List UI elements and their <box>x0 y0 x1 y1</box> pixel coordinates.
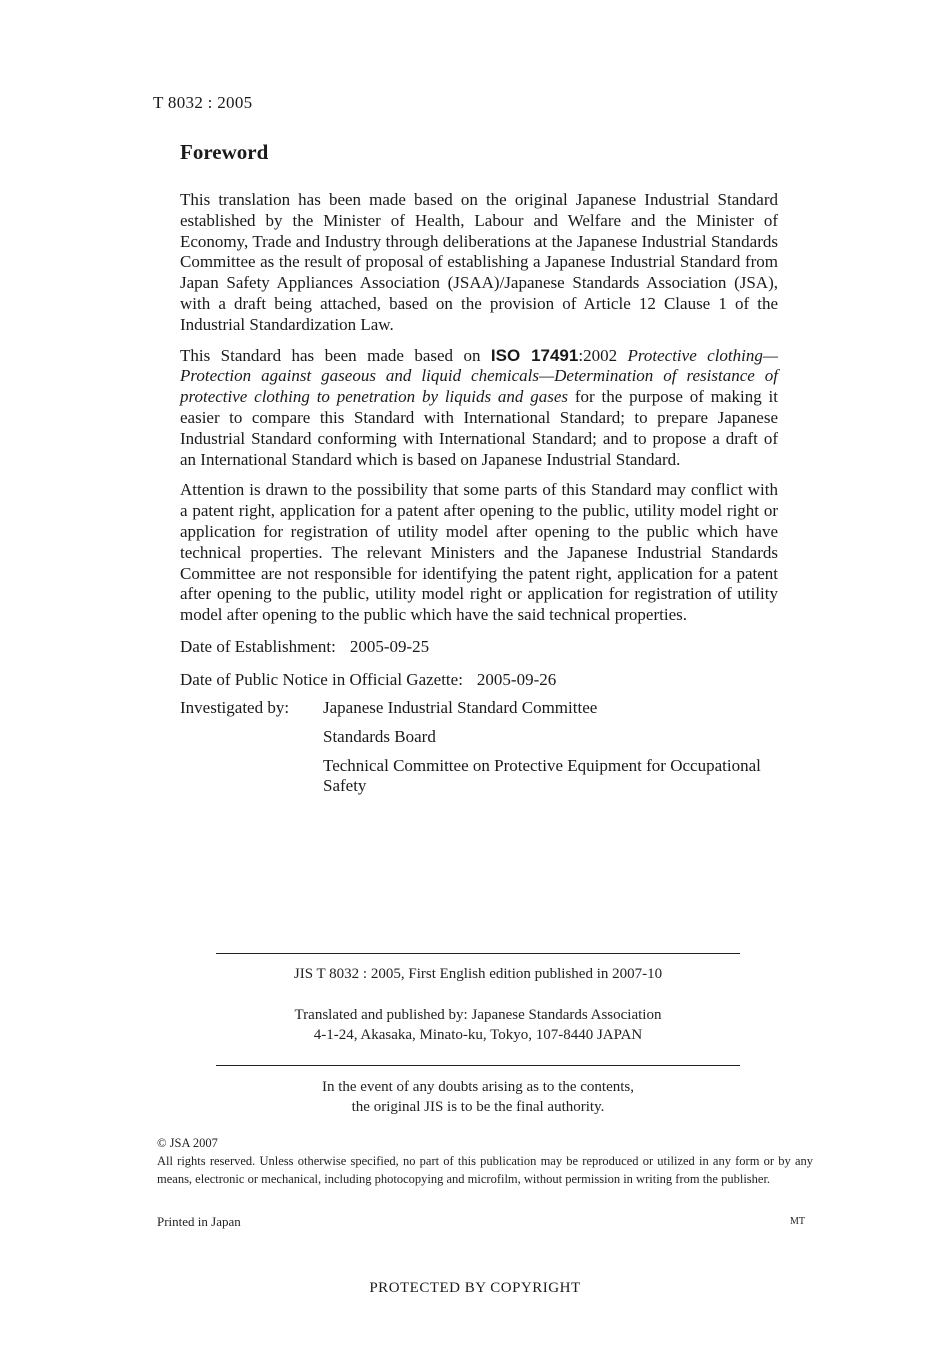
notice-date: 2005-09-26 <box>476 669 557 689</box>
authority-notice <box>216 1077 740 1117</box>
printed-in: Printed in Japan <box>157 1214 241 1229</box>
investigated-by-block <box>180 698 778 805</box>
publisher-block <box>216 1005 740 1045</box>
establishment-date: 2005-09-25 <box>349 636 430 656</box>
establishment-date-line <box>180 636 778 658</box>
divider-bottom <box>216 1065 740 1066</box>
investigated-list <box>323 698 778 805</box>
foreword-body <box>180 190 778 805</box>
p2-rest: for the purpose of making it easier to compare this Standard with International Standard; to prepare Japanese Industrial Standard conforming with International Standard; and to propose a draft of an International Standard which is based on Japanese Industrial Standard. <box>180 387 778 469</box>
printer-code: MT <box>790 1216 805 1227</box>
publisher-address: 4-1-24, Akasaka, Minato-ku, Tokyo, 107-8440 JAPAN <box>313 1027 643 1043</box>
copyright-notice: © JSA 2007 <box>157 1136 218 1150</box>
section-title: Foreword <box>180 140 269 164</box>
publisher-line: Translated and published by: Japanese Standards Association <box>294 1007 662 1023</box>
public-notice-line <box>180 669 778 691</box>
investigator-committee: Japanese Industrial Standard Committee <box>323 697 598 717</box>
divider-top <box>216 953 740 954</box>
standard-number: T 8032 : 2005 <box>153 93 253 112</box>
p2-lead: This Standard has been made based on <box>180 345 491 365</box>
foreword-paragraph-1: This translation has been made based on the original Japanese Industrial Standard established by the Minister of Health, Labour and Welfare and the Minister of Economy, Trade and Industry through deliberations at the Japanese Industrial Standards Committee as the result of proposal of establishing a Japanese Industrial Standard from Japan Safety Appliances Association (JSAA)/Japanese Standards Association (JSA), with a draft being attached, based on the provision of Article 12 Clause 1 of the Industrial Standardization Law. <box>180 190 778 334</box>
iso-reference: ISO 17491 <box>490 345 579 365</box>
iso-title: Protective clothing—Protection against gaseous and liquid chemicals—Determination of resistance of protective clothing to penetration by liquids and gases <box>180 345 778 407</box>
iso-year: :2002 <box>578 345 628 365</box>
investigator-technical-committee: Technical Committee on Protective Equipment for Occupational Safety <box>323 755 761 795</box>
establishment-label: Date of Establishment: <box>180 636 336 656</box>
investigator-board: Standards Board <box>323 726 436 746</box>
rights-statement: All rights reserved. Unless otherwise specified, no part of this publication may be reproduced or utilized in any form or by any means, electronic or mechanical, including photocopying and microfilm, without permission in writing from the publisher. <box>157 1154 813 1186</box>
foreword-paragraph-3: Attention is drawn to the possibility that some parts of this Standard may conflict with a patent right, application for a patent after opening to the public, utility model right or application for registration of utility model after opening to the public which have technical properties. The relevant Ministers and the Japanese Industrial Standards Committee are not responsible for identifying the patent right, application for a patent after opening to the public, utility model right or application for registration of utility model after opening to the public which have the said technical properties. <box>180 480 778 625</box>
foreword-paragraph-2 <box>180 346 778 471</box>
authority-line-2: the original JIS is to be the final authority. <box>351 1099 605 1115</box>
notice-label: Date of Public Notice in Official Gazette: <box>180 669 463 689</box>
authority-line-1: In the event of any doubts arising as to the contents, <box>321 1079 634 1095</box>
protected-footer: PROTECTED BY COPYRIGHT <box>369 1280 581 1296</box>
edition-line: JIS T 8032 : 2005, First English edition published in 2007-10 <box>293 966 663 982</box>
investigated-label: Investigated by: <box>180 697 290 717</box>
